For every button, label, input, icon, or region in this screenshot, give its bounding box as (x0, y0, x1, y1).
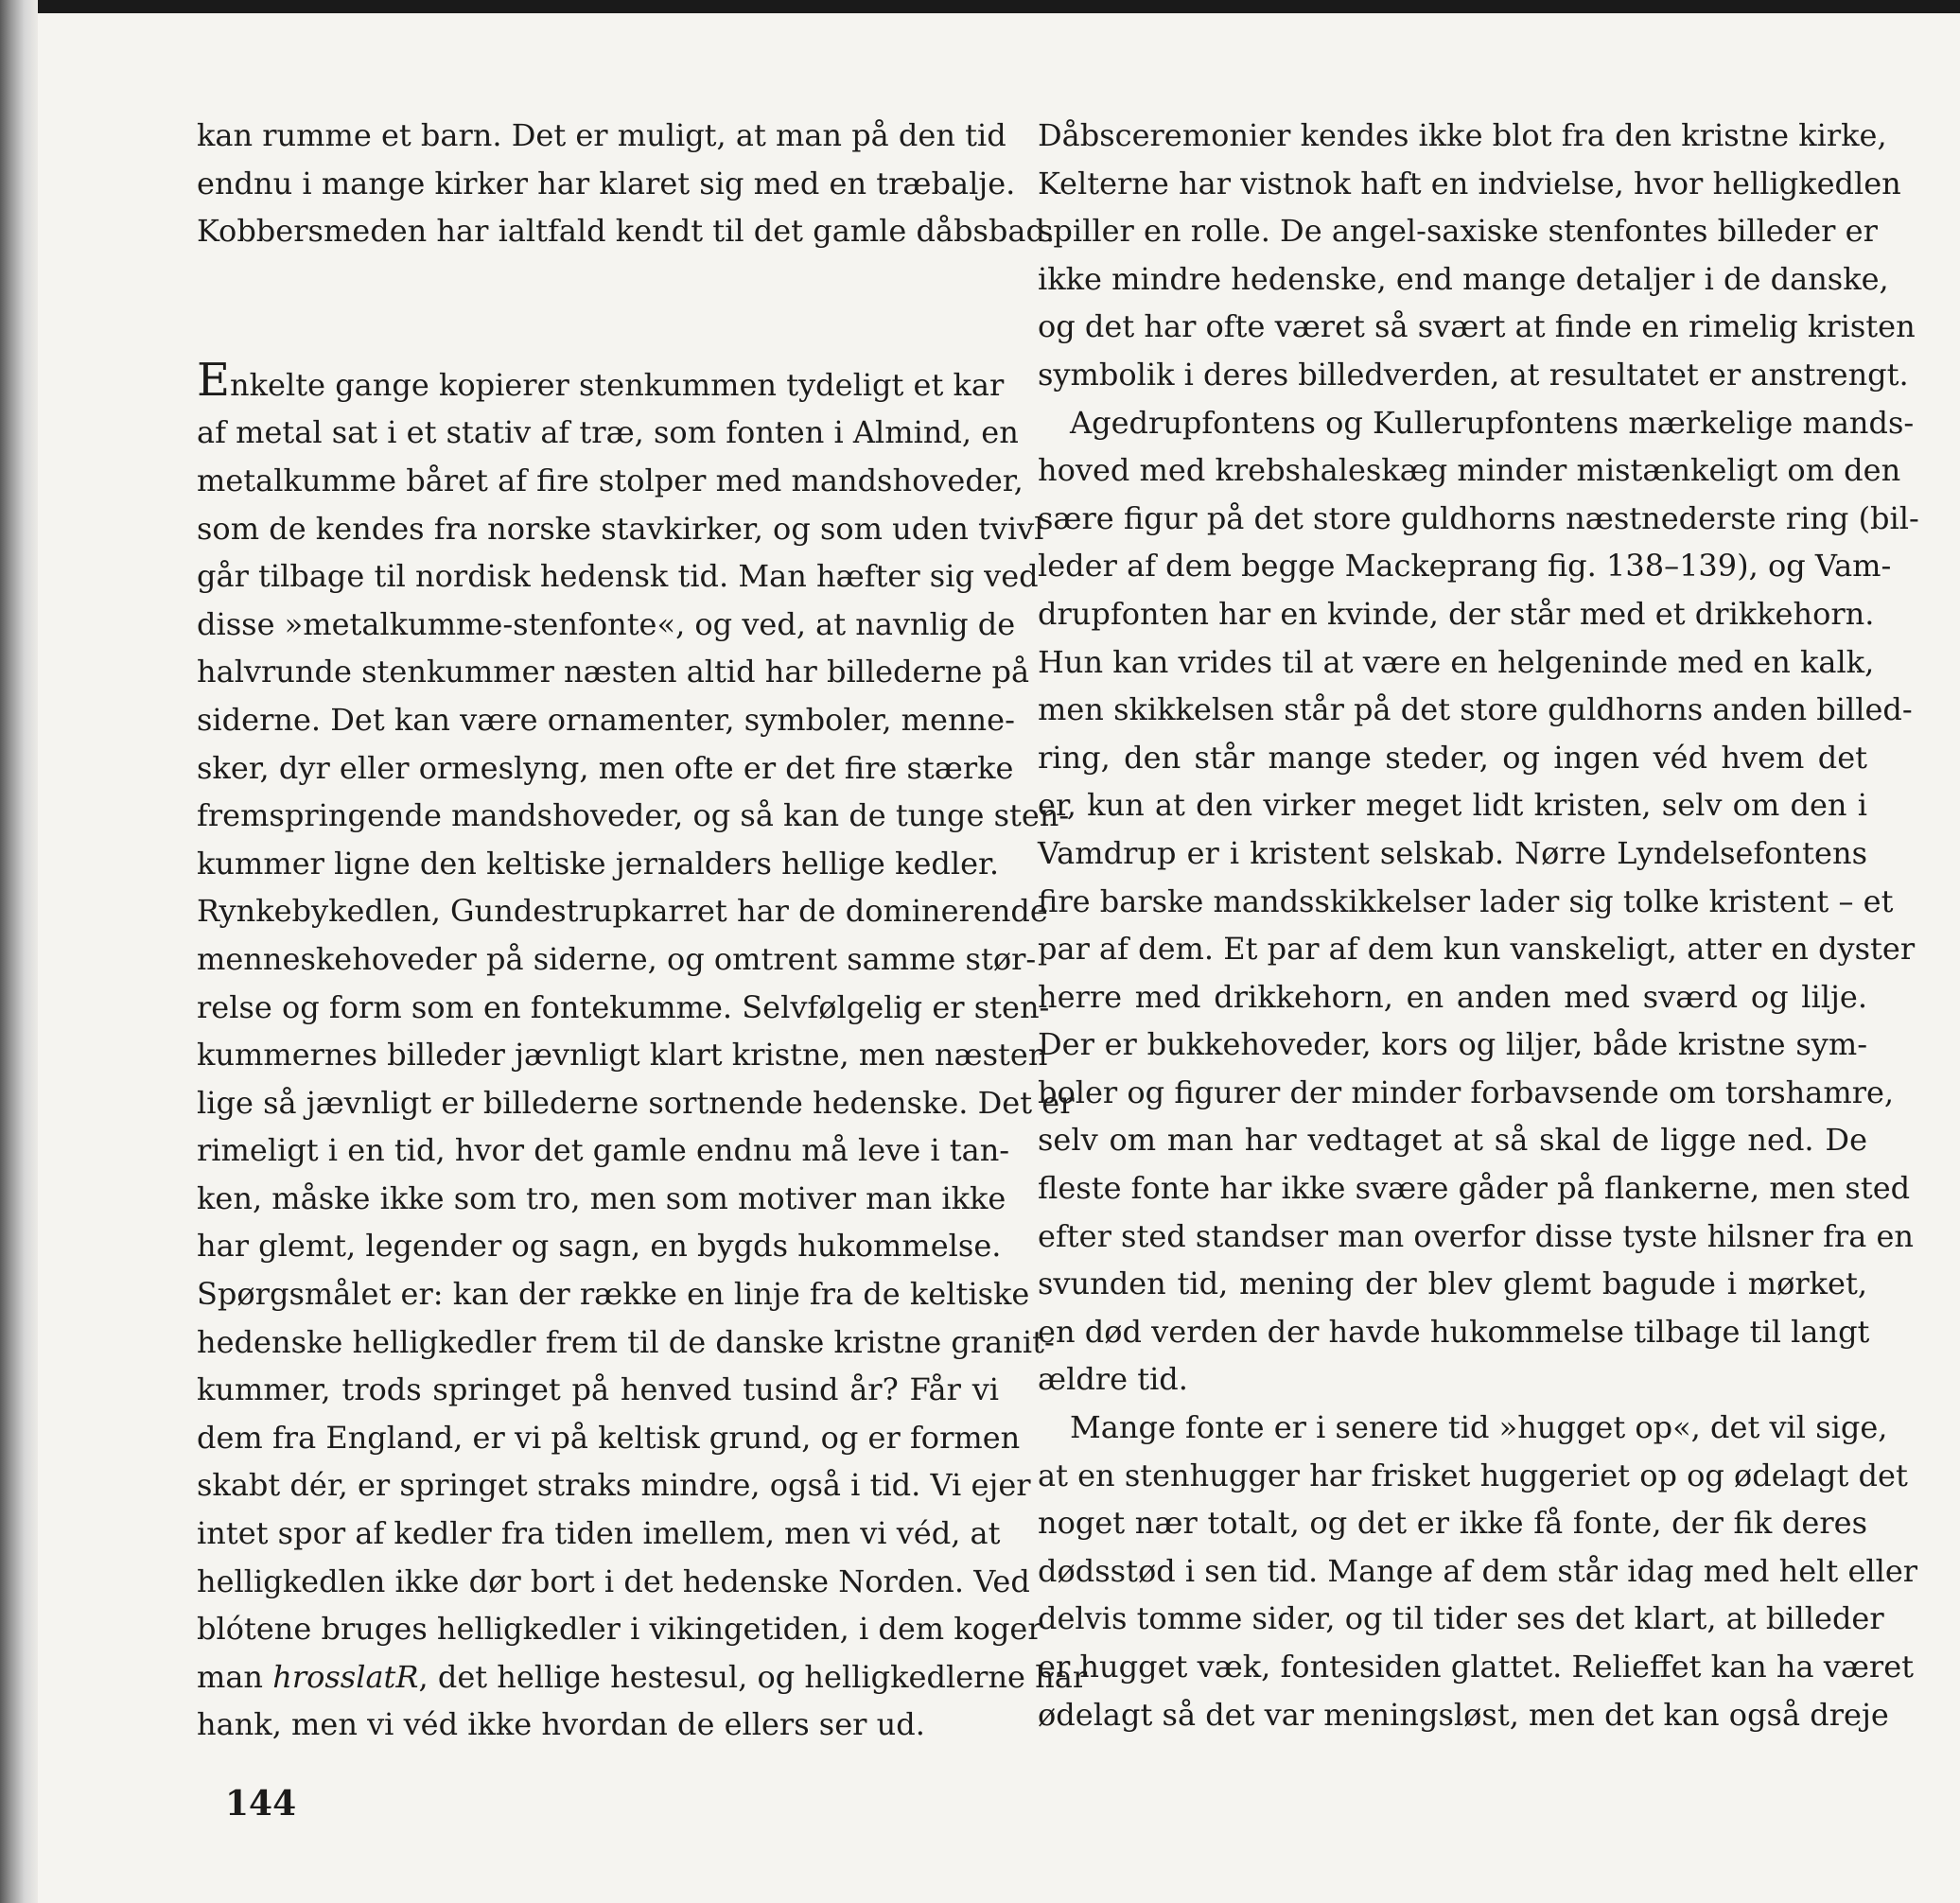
text-line: efter sted standser man overfor disse tyste hilsner fra en (1038, 1217, 1915, 1254)
text-line: helligkedlen ikke dør bort i det hedenske Norden. Ved (197, 1563, 1030, 1599)
text-line: Der er bukkehoveder, kors og liljer, både kristne sym- (1038, 1026, 1867, 1063)
text-line: lige så jævnligt er billederne sortnende hedenske. Det er (197, 1084, 1075, 1121)
text-line: fire barske mandsskikkelser lader sig tolke kristent – et (1038, 882, 1894, 919)
text-line: siderne. Det kan være ornamenter, symboler, menne- (197, 701, 1015, 738)
text-line: hank, men vi véd ikke hvordan de ellers ser ud. (197, 1706, 925, 1743)
text-line: drupfonten har en kvinde, der står med et drikkehorn. (1038, 595, 1875, 632)
text-line: ring, den står mange steder, og ingen véd hvem det (1038, 739, 1867, 776)
text-line: endnu i mange kirker har klaret sig med en træbalje. (197, 165, 1016, 201)
right-paragraph-1 (1038, 112, 1916, 399)
text-line: skabt dér, er springet straks mindre, også i tid. Vi ejer (197, 1467, 1031, 1504)
left-paragraph-2 (197, 353, 1088, 1749)
text-line: men skikkelsen står på det store guldhorns anden billed- (1038, 691, 1913, 728)
text-line: symbolik i deres billedverden, at resultatet er anstrengt. (1038, 356, 1909, 393)
text-line: er hugget væk, fontesiden glattet. Relieffet kan ha været (1038, 1649, 1914, 1685)
right-paragraph-2 (1038, 399, 1919, 1404)
right-text-column (1038, 112, 1919, 1738)
text-line: hedenske helligkedler frem til de danske kristne granit- (197, 1323, 1055, 1360)
text-line-with-drop-cap (197, 353, 1005, 410)
text-line: er, kun at den virker meget lidt kristen, selv om den i (1038, 787, 1867, 824)
text-line: Vamdrup er i kristent selskab. Nørre Lyndelsefontens (1038, 834, 1867, 871)
text-line: noget nær totalt, og det er ikke få fonte, der fik deres (1038, 1505, 1867, 1542)
section-gap (197, 255, 999, 358)
text-line: leder af dem begge Mackeprang fig. 138–139), og Vam- (1038, 548, 1892, 585)
text-line: Mange fonte er i senere tid »hugget op«, det vil sige, (1070, 1409, 1888, 1446)
text-line: Hun kan vrides til at være en helgeninde med en kalk, (1038, 643, 1875, 680)
text-line: kummer ligne den keltiske jernalders hellige kedler. (197, 845, 999, 882)
text-line: Kelterne har vistnok haft en indvielse, hvor helligkedlen (1038, 165, 1901, 201)
text-line: boler og figurer der minder forbavsende om torshamre, (1038, 1074, 1895, 1110)
text-line: menneskehoveder på siderne, og omtrent samme stør- (197, 940, 1037, 977)
text-line: intet spor af kedler fra tiden imellem, men vi véd, at (197, 1515, 1001, 1552)
text-line: ældre tid. (1038, 1361, 1188, 1398)
left-paragraph-1 (197, 112, 1056, 255)
text-line: kummer, trods springet på henved tusind år? Får vi (197, 1371, 999, 1408)
text-fragment: nkelte gange kopierer stenkummen tydeligt et kar (230, 366, 1005, 403)
text-line: blótene bruges helligkedler i vikingetiden, i dem koger (197, 1611, 1042, 1648)
text-line-with-italic (197, 1653, 1088, 1702)
text-line: og det har ofte været så svært at finde en rimelig kristen (1038, 308, 1916, 345)
text-line: af metal sat i et stativ af træ, som fonten i Almind, en (197, 414, 1019, 451)
text-line: sære figur på det store guldhorns næstnederste ring (bil- (1038, 499, 1919, 536)
text-line: relse og form som en fontekumme. Selvfølgelig er sten- (197, 988, 1050, 1025)
text-line: ken, måske ikke som tro, men som motiver man ikke (197, 1179, 1006, 1216)
text-line: fremspringende mandshoveder, og så kan de tunge sten- (197, 797, 1070, 834)
text-line: selv om man har vedtaget at så skal de ligge ned. De (1038, 1122, 1867, 1159)
text-line: Kobbersmeden har ialtfald kendt til det gamle dåbsbad. (197, 213, 1056, 250)
text-line: dødsstød i sen tid. Mange af dem står idag med helt eller (1038, 1552, 1918, 1589)
text-line: kummernes billeder jævnligt klart kristne, men næsten (197, 1037, 1048, 1074)
text-line: kan rumme et barn. Det er muligt, at man på den tid (197, 117, 1006, 153)
text-line: delvis tomme sider, og til tider ses det klart, at billeder (1038, 1600, 1884, 1637)
text-line: Rynkebykedlen, Gundestrupkarret har de dominerende (197, 893, 1048, 930)
page-top-edge (0, 0, 1960, 13)
text-line: spiller en rolle. De angel-saxiske stenfontes billeder er (1038, 213, 1878, 250)
text-line: at en stenhugger har frisket huggeriet op og ødelagt det (1038, 1457, 1908, 1493)
text-line: Dåbsceremonier kendes ikke blot fra den kristne kirke, (1038, 117, 1887, 153)
text-line: ikke mindre hedenske, end mange detaljer i de danske, (1038, 260, 1889, 297)
text-line: par af dem. Et par af dem kun vanskeligt, atter en dyster (1038, 931, 1916, 968)
page-number: 144 (225, 1784, 297, 1824)
text-line: ødelagt så det var meningsløst, men det kan også dreje (1038, 1696, 1889, 1733)
text-line: halvrunde stenkummer næsten altid har billederne på (197, 654, 1030, 690)
text-line: herre med drikkehorn, en anden med sværd og lilje. (1038, 978, 1867, 1015)
text-line: sker, dyr eller ormeslyng, men ofte er det fire stærke (197, 749, 1014, 786)
book-binding-shadow (0, 0, 38, 1903)
text-line: disse »metalkumme-stenfonte«, og ved, at navnlig de (197, 605, 1016, 642)
text-line: går tilbage til nordisk hedensk tid. Man hæfter sig ved (197, 558, 1039, 595)
text-line: en død verden der havde hukommelse tilbage til langt (1038, 1313, 1870, 1350)
italic-term: hrosslatR (272, 1658, 419, 1695)
text-line: dem fra England, er vi på keltisk grund, og er formen (197, 1419, 1021, 1456)
text-line: hoved med krebshaleskæg minder mistænkeligt om den (1038, 452, 1901, 489)
text-line: Spørgsmålet er: kan der række en linje fra de keltiske (197, 1276, 1030, 1313)
text-line: fleste fonte har ikke svære gåder på flankerne, men sted (1038, 1170, 1911, 1207)
drop-cap: E (197, 353, 231, 407)
text-line: svunden tid, mening der blev glemt bagude i mørket, (1038, 1266, 1867, 1302)
text-line: som de kendes fra norske stavkirker, og som uden tvivl (197, 510, 1044, 547)
text-line: har glemt, legender og sagn, en bygds hukommelse. (197, 1228, 1002, 1265)
left-text-column (197, 112, 1088, 1749)
right-paragraph-3 (1038, 1404, 1918, 1738)
text-fragment: man (197, 1658, 273, 1695)
text-line: metalkumme båret af fire stolper med mandshoveder, (197, 462, 1024, 498)
text-fragment: , det hellige hestesul, og helligkedlerne har (418, 1658, 1088, 1695)
text-line: rimeligt i en tid, hvor det gamle endnu må leve i tan- (197, 1132, 1010, 1169)
text-line: Agedrupfontens og Kullerupfontens mærkelige mands- (1070, 404, 1915, 441)
